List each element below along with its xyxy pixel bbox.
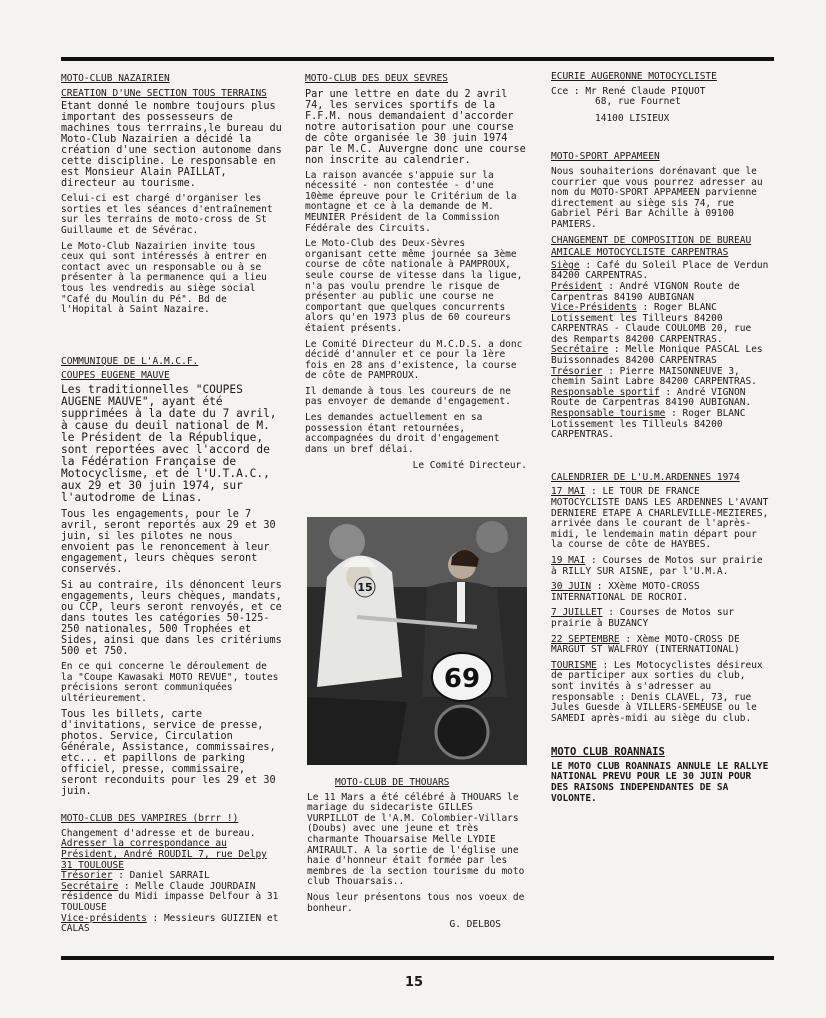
deux-sevres-paragraph: Il demande à tous les coureurs de ne pas envoyer de demande d'engagement. <box>305 385 511 408</box>
vampires-line: Changement d'adresse et de bureau. <box>61 827 256 839</box>
race-plate: 69 <box>443 664 481 694</box>
nazairien-paragraph: Etant donné le nombre toujours plus important des possesseurs de machines tous terrrains,le bureau du Moto-Club Nazairien a décidé la création d'une section autonome dans cette discipline. Le responsable en est Monsieur Alain PAILLAT, directeur au tourisme. <box>61 101 282 190</box>
deux-sevres-title: MOTO-CLUB DES DEUX SEVRES <box>305 73 448 84</box>
amcf-title: COMMUNIQUE DE L'A.M.C.F. <box>61 355 199 367</box>
ardennes-title: CALENDRIER DE L'U.M.ARDENNES 1974 <box>551 471 740 483</box>
appameen-paragraph: Nous souhaiterions dorénavant que le courrier que vous pourrez adresser au nom du MOTO-SPORT APPAMEEN parvienne directement au siège sis 74, rue Gabriel Péri Bar Achille à 09100 PAMIERS. <box>551 165 763 230</box>
deux-sevres-paragraph: La raison avancée s'appuie sur la nécessité - non contestée - d'une 10ème épreuve pour le Critérium de la montagne et ce à la demande de M. MEUNIER Président de la Commission Fédérale des Circuits. <box>305 169 517 234</box>
thouars-paragraph: Le 11 Mars a été célébré à THOUARS le mariage du sidecariste GILLES VURPILLOT de l'A.M. Colombier-Villars (Doubs) avec une jeune et très charmante Thouarsaise Melle LYDIE AMIRAULT. A la sortie de l'église une haie d'honneur était formée par les membres de la section tourisme du moto club Thouarsais.. <box>307 791 525 888</box>
event-text: : Courses de Motos sur prairie à RILLY SUR AISNE, par l'U.M.A. <box>551 554 763 577</box>
amcf-subtitle: COUPES EUGENE MAUVE <box>61 370 170 382</box>
deux-sevres-paragraph: Le Moto-Club des Deux-Sèvres organisant cette même journée sa 3ème course de côte nationale à PAMPROUX, seule course de vitesse dans la ligue, n'a pas voulu prendre le risque de présenter au public une course ne comportant que quelques concurrents alors qu'en 1973 plus de 60 coureurs étaient présents. <box>305 238 523 334</box>
nazairien-paragraph: Celui-ci est chargé d'organiser les sorties et les séances d'entraînement sur les terrains de moto-cross de St Guillaume et de Sévérac. <box>61 193 273 236</box>
amcf-paragraph: Si au contraire, ils dénoncent leurs engagements, leurs chèques, mandats, ou CCP, leurs seront renvoyés, et ce dans toutes les catégories 50-125-250 nationales, 500 Trophées et Sides, ainsi que dans les critériums 500 et 750. <box>61 579 282 657</box>
label: Responsable sportif <box>551 386 660 398</box>
event-text: : Xème MOTO-CROSS DE MARGUT ST WALFROY (INTERNATIONAL) <box>551 633 740 656</box>
column-right <box>551 72 773 809</box>
label: Trésorier <box>61 870 113 882</box>
label: Trésorier <box>551 365 603 377</box>
nazairien-title: MOTO-CLUB NAZAIRIEN <box>61 73 170 84</box>
vampires-title: MOTO-CLUB DES VAMPIRES (brrr !) <box>61 813 239 825</box>
deux-sevres-paragraph: Les demandes actuellement en sa possession étant retournées, accompagnées du droit d'engagement dans un bref délai. <box>305 412 500 455</box>
event-date: 22 SEPTEMBRE <box>551 633 620 645</box>
value: : Roger BLANC Lotissement les Tilleuls 84200 CARPENTRAS. <box>551 408 746 441</box>
value: : André VIGNON Route de Carpentras 84190 AUBIGNAN. <box>551 386 752 409</box>
augeronne-line: Cce : Mr René Claude PIQUOT <box>551 85 706 97</box>
value: : Messieurs GUIZIEN et CALAS <box>61 912 279 935</box>
label: Secrétaire <box>61 880 119 892</box>
vampires-secretary <box>61 882 283 914</box>
ardennes-event <box>551 608 773 629</box>
label: Responsable tourisme <box>551 408 666 420</box>
augeronne-line: 14100 LISIEUX <box>595 112 670 124</box>
appameen-treasurer <box>551 367 773 388</box>
value: : Melle Monique PASCAL Les Buissonnades 84200 CARPENTRAS <box>551 344 763 367</box>
thouars-title: MOTO-CLUB DE THOUARS <box>335 777 450 788</box>
appameen-title: MOTO-SPORT APPAMEEN <box>551 151 660 163</box>
amcf-paragraph: Tous les billets, carte d'invitations, service de presse, photos. Service, Circulation Générale, Assistance, commissaires, etc... et papillons de parking officiel, presse, commissaire, seront reconduits pour les 29 et 30 juin. <box>61 709 276 798</box>
event-date: 7 JUILLET <box>551 607 603 619</box>
amcf-paragraph: Les traditionnelles "COUPES AUGENE MAUVE", ayant été supprimées à la date du 7 avril, à cause du deuil national de M. le Président de la République, sont reportées avec l'accord de la Fédération Française de Motocyclisme, et de l'U.T.A.C., aux 29 et 30 juin 1974, sur l'autodrome de Linas. <box>61 382 277 504</box>
appameen-siege <box>551 261 773 282</box>
event-date: TOURISME <box>551 659 597 671</box>
value: : Melle Claude JOURDAIN résidence du Midi impasse Delfour à 31 TOULOUSE <box>61 880 279 914</box>
ardennes-tourism <box>551 661 773 725</box>
vampires-line: Adresser la correspondance au Président, André ROUDIL 7, rue Delpy 31 TOULOUSE <box>61 838 267 871</box>
page-number: 15 <box>405 975 424 990</box>
event-date: 30 JUIN <box>551 581 592 593</box>
appameen-sport <box>551 388 773 409</box>
wedding-photo <box>307 517 527 765</box>
deux-sevres-paragraph: Le Comité Directeur du M.C.D.S. a donc décidé d'annuler et ce pour la 1ère fois en 28 ans d'existence, la course de côte de PAMPROUX. <box>305 338 523 382</box>
value: : Pierre MAISONNEUVE 3, chemin Saint Labre 84200 CARPENTRAS. <box>551 365 757 388</box>
thouars-paragraph: Nous leur présentons tous nos voeux de bonheur. <box>307 891 525 914</box>
event-date: 17 MAI <box>551 486 586 498</box>
label: Vice-Présidents <box>551 302 637 314</box>
event-text: : Les Motocyclistes désireux de participer aux sorties du club, sont invités à s'adresser au responsable : Denis CLAVEL, 73, rue Jules Guesde à VILLERS-SEMEUSE ou le SAMEDI après-midi au siège du club. <box>551 659 763 724</box>
amcf-paragraph: En ce qui concerne le déroulement de la "Coupe Kawasaki MOTO REVUE", toutes précisions seront communiquées ultérieurement. <box>61 660 279 704</box>
roannais-paragraph: LE MOTO CLUB ROANNAIS ANNULE LE RALLYE NATIONAL PREVU POUR LE 30 JUIN POUR DES RAISONS INDEPENDANTES DE SA VOLONTE. <box>551 760 769 804</box>
value: : Café du Soleil Place de Verdun 84200 CARPENTRAS. <box>551 259 769 282</box>
ardennes-event <box>551 556 773 577</box>
deux-sevres-paragraph: Par une lettre en date du 2 avril 74, les services sportifs de la F.F.M. nous demandaient d'accorder notre autorisation pour une course de côte organisée le 30 juin 1974 par le M.C. Auvergne donc une course non inscrite au calendrier. <box>305 88 526 166</box>
nazairien-subtitle: CREATION D'UNe SECTION TOUS TERRAINS <box>61 87 267 99</box>
event-text: : XXème MOTO-CROSS INTERNATIONAL DE ROCROI. <box>551 581 700 603</box>
label: Vice-présidents <box>61 912 147 924</box>
ardennes-event <box>551 582 773 603</box>
augeronne-line: 68, rue Fournet <box>595 96 681 108</box>
appameen-tourism <box>551 409 773 441</box>
vampires-vice <box>61 914 283 935</box>
event-text: : Courses de Motos sur prairie à BUZANCY <box>551 607 735 629</box>
appameen-president <box>551 282 773 303</box>
top-rule <box>61 57 774 61</box>
plate-small: 15 <box>357 581 373 594</box>
appameen-vice <box>551 303 773 345</box>
appameen-subheading: CHANGEMENT DE COMPOSITION DE BUREAU <box>551 234 752 246</box>
appameen-subheading: AMICALE MOTOCYCLISTE CARPENTRAS <box>551 247 729 259</box>
value: : Daniel SARRAIL <box>112 870 210 882</box>
nazairien-paragraph: Le Moto-Club Nazairien invite tous ceux qui sont intéressés à entrer en contact avec un responsable ou à se présenter à la permanence qui a lieu tous les vendredis au siège social "Café du Moulin du Pé". Bd de l'Hopital à Saint Nazaire. <box>61 240 267 316</box>
bottom-rule <box>61 956 774 960</box>
deux-sevres-signature: Le Comité Directeur. <box>412 460 527 472</box>
value: : Roger BLANC Lotissement les Tilleurs 84200 CARPENTRAS - Claude COULOMB 20, rue des Remparts 84200 CARPENTRAS. <box>551 302 752 345</box>
column-middle <box>305 74 527 478</box>
appameen-secretary <box>551 345 773 366</box>
event-date: 19 MAI <box>551 554 586 566</box>
label: Siège <box>551 259 580 271</box>
augeronne-title: ECURIE AUGERONNE MOTOCYCLISTE <box>551 71 717 82</box>
ardennes-event <box>551 635 773 656</box>
label: Président <box>551 280 603 292</box>
wedding-photo-image <box>307 517 527 765</box>
value: : André VIGNON Route de Carpentras 84190 AUBIGNAN <box>551 280 740 303</box>
roannais-title: MOTO CLUB ROANNAIS <box>551 746 665 759</box>
amcf-paragraph: Tous les engagements, pour le 7 avril, seront reportés aux 29 et 30 juin, si les pilotes ne nous envoient pas le renoncement à leur engagement, leurs chèques seront conservés. <box>61 508 276 575</box>
event-text: : LE TOUR DE FRANCE MOTOCYCLISTE DANS LES ARDENNES L'AVANT DERNIERE ETAPE A CHARLEVILLE-MEZIERES, arrivée dans le courant de l'après-midi, le lendemain matin départ pour la course de côte de HAYBES. <box>551 486 769 551</box>
thouars-section <box>307 778 529 937</box>
thouars-signature: G. DELBOS <box>449 919 501 931</box>
column-left <box>61 74 283 935</box>
label: Secrétaire <box>551 344 609 356</box>
ardennes-event <box>551 487 773 551</box>
